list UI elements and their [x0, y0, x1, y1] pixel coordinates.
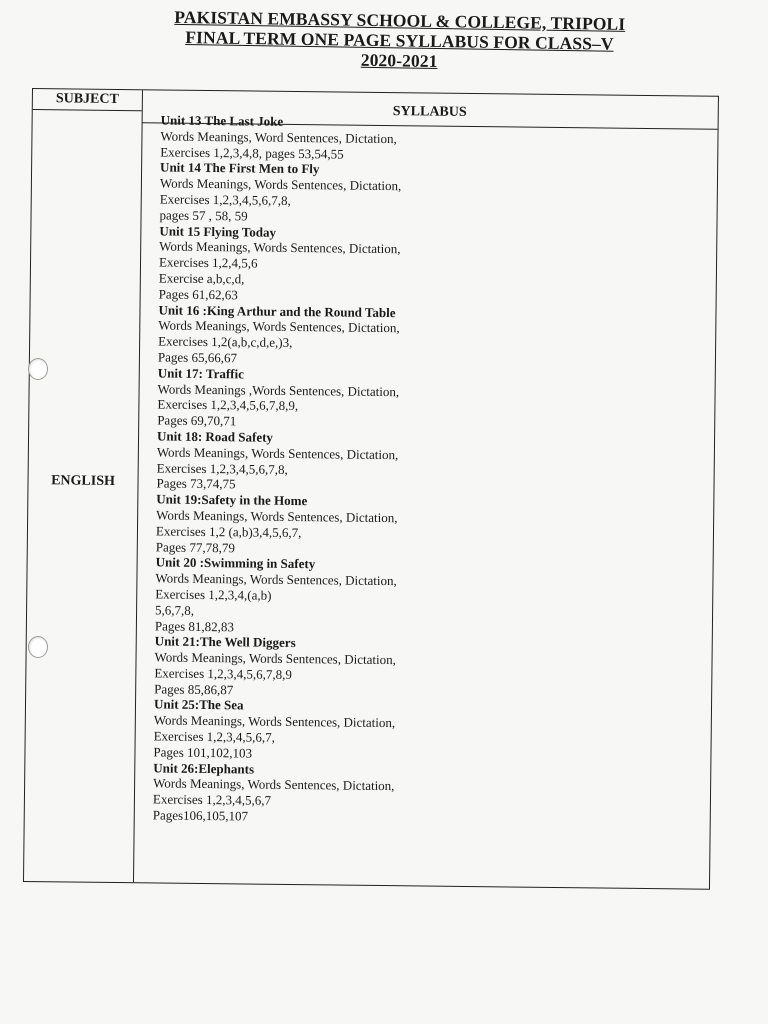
punch-hole-bottom	[28, 636, 48, 658]
document-header	[119, 6, 680, 75]
syllabus-content	[153, 112, 561, 827]
header-row-divider-left	[33, 109, 142, 111]
unit-detail-line: Words Meanings, Words Sentences, Dictation,	[159, 175, 402, 194]
unit-entry	[159, 223, 560, 307]
unit-detail-line: Pages 73,74,75	[156, 475, 236, 492]
unit-title: Unit 25:The Sea	[153, 696, 244, 713]
unit-title: Unit 26:Elephants	[153, 760, 255, 777]
unit-entry	[158, 302, 559, 370]
unit-detail-line: Words Meanings, Words Sentences, Dictation,	[153, 775, 395, 794]
unit-entry	[155, 555, 556, 639]
unit-detail-line: Exercises 1,2,3,4,5,6,7,8,9	[154, 665, 293, 682]
unit-entry	[156, 492, 557, 560]
unit-detail-line: Pages 65,66,67	[157, 349, 238, 366]
unit-detail-line: Words Meanings, Words Sentences, Dictation,	[154, 649, 397, 668]
unit-detail-line: Words Meanings, Words Sentences, Dictation,	[158, 317, 400, 336]
academic-year: 2020-2021	[360, 49, 438, 71]
unit-title: Unit 18: Road Safety	[156, 428, 274, 445]
unit-title: Unit 19:Safety in the Home	[156, 491, 308, 509]
unit-detail-line: Pages 101,102,103	[153, 744, 253, 761]
syllabus-table	[23, 88, 719, 890]
unit-title: Unit 16 :King Arthur and the Round Table	[158, 302, 396, 320]
unit-entry	[156, 428, 557, 496]
unit-detail-line: Words Meanings, Words Sentences, Dictation,	[155, 570, 397, 589]
unit-detail-line: Exercises 1,2,3,4,5,6,7,	[153, 728, 276, 745]
unit-detail-line: Words Meanings, Words Sentences, Dictation,	[156, 507, 398, 526]
unit-detail-line: Pages 77,78,79	[155, 538, 235, 555]
unit-detail-line: Pages 81,82,83	[154, 617, 235, 634]
unit-detail-line: Exercises 1,2,3,4,5,6,7,8,9,	[157, 396, 299, 414]
school-name: PAKISTAN EMBASSY SCHOOL & COLLEGE, TRIPOLI	[174, 6, 626, 34]
syllabus-column-header: SYLLABUS	[392, 104, 467, 120]
subject-name: ENGLISH	[51, 473, 116, 489]
unit-detail-line: pages 57 , 58, 59	[159, 207, 248, 224]
punch-hole-top	[28, 358, 48, 380]
unit-entry	[154, 634, 555, 702]
unit-title: Unit 14 The First Men to Fly	[160, 159, 320, 177]
unit-title: Unit 15 Flying Today	[159, 223, 277, 240]
unit-detail-line: Exercises 1,2 (a,b)3,4,5,6,7,	[155, 523, 302, 540]
unit-entry	[159, 160, 560, 228]
unit-entry	[153, 697, 554, 765]
unit-detail-line: Exercises 1,2,3,4,(a,b)	[155, 586, 272, 603]
unit-entry	[157, 365, 558, 433]
unit-detail-line: Exercises 1,2,3,4,5,6,7,8,	[156, 459, 288, 477]
unit-detail-line: Exercises 1,2(a,b,c,d,e,)3,	[158, 333, 293, 351]
unit-detail-line: Exercises 1,2,3,4,5,6,7,8,	[159, 191, 291, 208]
unit-detail-line: Exercise a,b,c,d,	[158, 270, 245, 287]
unit-title: Unit 13 The Last Joke	[160, 112, 284, 129]
unit-detail-line: Words Meanings ,Words Sentences, Dictation,	[157, 380, 400, 399]
unit-detail-line: Pages 69,70,71	[157, 412, 237, 429]
unit-entry	[160, 112, 561, 164]
unit-detail-line: Words Meanings, Words Sentences, Dictation,	[159, 238, 401, 257]
unit-title: Unit 17: Traffic	[157, 365, 245, 382]
unit-detail-line: Words Meanings, Words Sentences, Dictation,	[153, 712, 396, 731]
unit-entry	[153, 760, 554, 828]
unit-detail-line: Pages106,105,107	[152, 807, 249, 824]
unit-detail-line: Pages 61,62,63	[158, 286, 238, 303]
document-title: FINAL TERM ONE PAGE SYLLABUS FOR CLASS–V	[185, 27, 614, 54]
subject-column-header: SUBJECT	[55, 91, 119, 107]
unit-detail-line: Exercises 1,2,4,5,6	[158, 254, 258, 271]
unit-title: Unit 21:The Well Diggers	[154, 633, 296, 651]
unit-title: Unit 20 :Swimming in Safety	[155, 554, 316, 572]
unit-detail-line: 5,6,7,8,	[155, 602, 195, 618]
unit-detail-line: Words Meanings, Words Sentences, Dictation,	[156, 444, 399, 462]
unit-detail-line: Pages 85,86,87	[154, 681, 234, 698]
unit-detail-line: Exercises 1,2,3,4,5,6,7	[152, 791, 272, 809]
unit-detail-line: Words Meanings, Word Sentences, Dictation,	[160, 128, 397, 146]
unit-detail-line: Exercises 1,2,3,4,8, pages 53,54,55	[160, 144, 344, 162]
